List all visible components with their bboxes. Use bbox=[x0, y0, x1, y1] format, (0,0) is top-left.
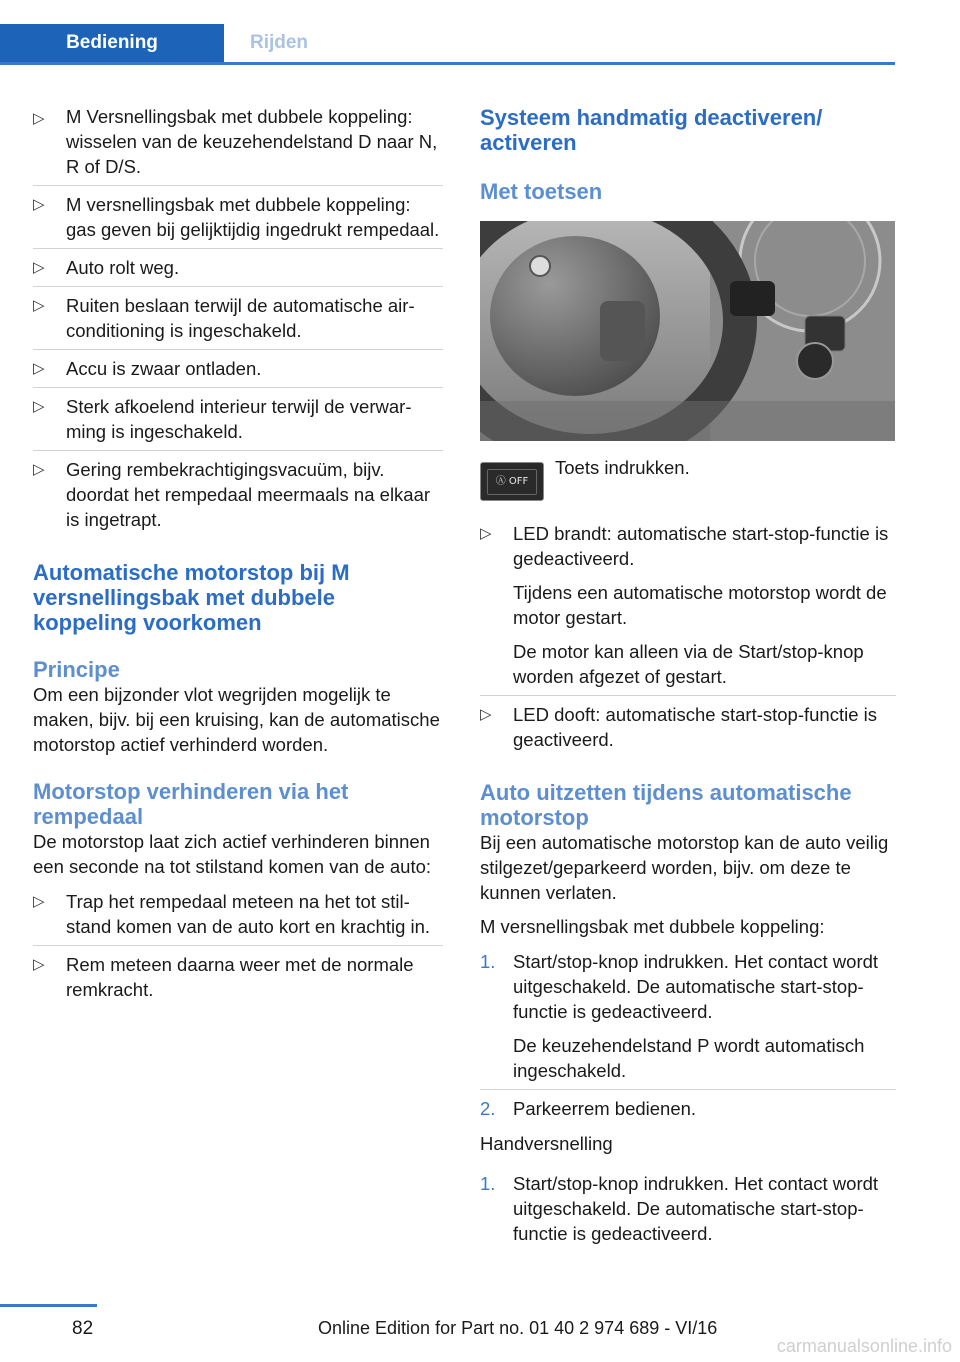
list-item: ▷ Sterk afkoelend interieur terwijl de verwarming is ingeschakeld. bbox=[33, 388, 443, 451]
triangle-bullet-icon: ▷ bbox=[33, 196, 45, 213]
footer-rule bbox=[0, 1304, 97, 1307]
list-item: ▷ Gering rembekrachtigingsvacuüm, bijv. doordat het rempedaal meermaals na elkaar is ingetrapt. bbox=[33, 459, 431, 530]
triangle-bullet-icon: ▷ bbox=[33, 259, 45, 276]
list-item: ▷ LED dooft: automatische start-stop-functie is geactiveerd. bbox=[480, 704, 878, 750]
triangle-bullet-icon: ▷ bbox=[33, 110, 45, 127]
list-item: ▷ Accu is zwaar ontladen. bbox=[33, 350, 443, 388]
triangle-bullet-icon: ▷ bbox=[33, 956, 45, 973]
list-item: ▷ Ruiten beslaan terwijl de automatische airconditioning is ingeschakeld. bbox=[33, 287, 443, 350]
triangle-bullet-icon: ▷ bbox=[33, 461, 45, 478]
edition-text: Online Edition for Part no. 01 40 2 974 689 - VI/16 bbox=[318, 1318, 718, 1338]
tab-rijden[interactable]: Rijden bbox=[249, 32, 309, 53]
watermark: carmanualsonline.info bbox=[776, 1336, 952, 1356]
page-number: 82 bbox=[72, 1318, 94, 1339]
hand-gearbox-label: Handversnelling bbox=[480, 1133, 613, 1154]
triangle-bullet-icon: ▷ bbox=[33, 398, 45, 415]
uitzetten-text: Bij een automatische motorstop kan de auto veilig stilgezet/geparkeerd worden, bijv. om deze te kunnen verlaten. bbox=[480, 832, 889, 903]
list-item: 1. Start/stop-knop indrukken. Het contact wordt uitgeschakeld. De automatische start-stop-functie is gedeactiveerd. De keuzehendelstand P wordt automatisch ingeschakeld. bbox=[480, 943, 896, 1090]
list-item: ▷ M versnellingsbak met dubbele koppeling: gas geven bij gelijktijdig ingedrukt rempedaal. bbox=[33, 186, 443, 249]
steering-wheel-photo bbox=[480, 221, 895, 441]
m-gearbox-label: M versnellingsbak met dubbele koppeling: bbox=[480, 916, 825, 937]
rempedaal-heading: Motorstop verhinderen via het rempedaal bbox=[33, 779, 349, 829]
button-instruction-row bbox=[480, 455, 896, 515]
list-item: 2. Parkeerrem bedienen. bbox=[480, 1098, 697, 1119]
list-item: ▷ LED brandt: automatische start-stop-functie is gedeactiveerd. Tijdens een automatische motorstop wordt de motor gestart. De motor kan alleen via de Start/stop-knop worden afgezet of gestart. bbox=[480, 515, 896, 696]
section-heading: Automatische motorstop bij M versnellingsbak met dubbele koppeling voorkomen bbox=[33, 560, 350, 635]
section-heading: Systeem handmatig deactiveren/ activeren bbox=[480, 105, 823, 155]
subheading: Met toetsen bbox=[480, 179, 603, 204]
triangle-bullet-icon: ▷ bbox=[33, 893, 45, 910]
right-column bbox=[480, 105, 896, 1252]
triangle-bullet-icon: ▷ bbox=[33, 360, 45, 377]
principe-text: Om een bijzonder vlot wegrijden mogelijk te maken, bijv. bij een kruising, kan de automatische motorstop actief verhinderd worden. bbox=[33, 684, 440, 755]
list-item: ▷ Trap het rempedaal meteen na het tot stilstand komen van de auto kort en krachtig in. bbox=[33, 883, 443, 946]
tab-bediening[interactable]: Bediening bbox=[0, 24, 224, 62]
triangle-bullet-icon: ▷ bbox=[480, 706, 492, 723]
start-stop-off-button-icon: Ⓐ OFF bbox=[480, 462, 544, 501]
list-item: ▷ Auto rolt weg. bbox=[33, 249, 443, 287]
icon-caption: Toets indrukken. bbox=[555, 457, 690, 478]
triangle-bullet-icon: ▷ bbox=[33, 297, 45, 314]
rempedaal-text: De motorstop laat zich actief verhinderen binnen een seconde na tot stilstand komen van de auto: bbox=[33, 831, 432, 877]
list-item: ▷ Rem meteen daarna weer met de normale remkracht. bbox=[33, 954, 414, 1000]
uitzetten-heading: Auto uitzetten tijdens automatische motorstop bbox=[480, 780, 852, 830]
list-item: ▷ M Versnellingsbak met dubbele koppeling: wisselen van de keuzehendelstand D naar N, R of D/S. bbox=[33, 100, 443, 186]
triangle-bullet-icon: ▷ bbox=[480, 525, 492, 542]
left-column bbox=[33, 100, 443, 1008]
list-item: 1. Start/stop-knop indrukken. Het contact wordt uitgeschakeld. De automatische start-stop-functie is gedeactiveerd. bbox=[480, 1173, 879, 1244]
chapter-tab-bar bbox=[0, 24, 895, 65]
principe-heading: Principe bbox=[33, 657, 120, 682]
